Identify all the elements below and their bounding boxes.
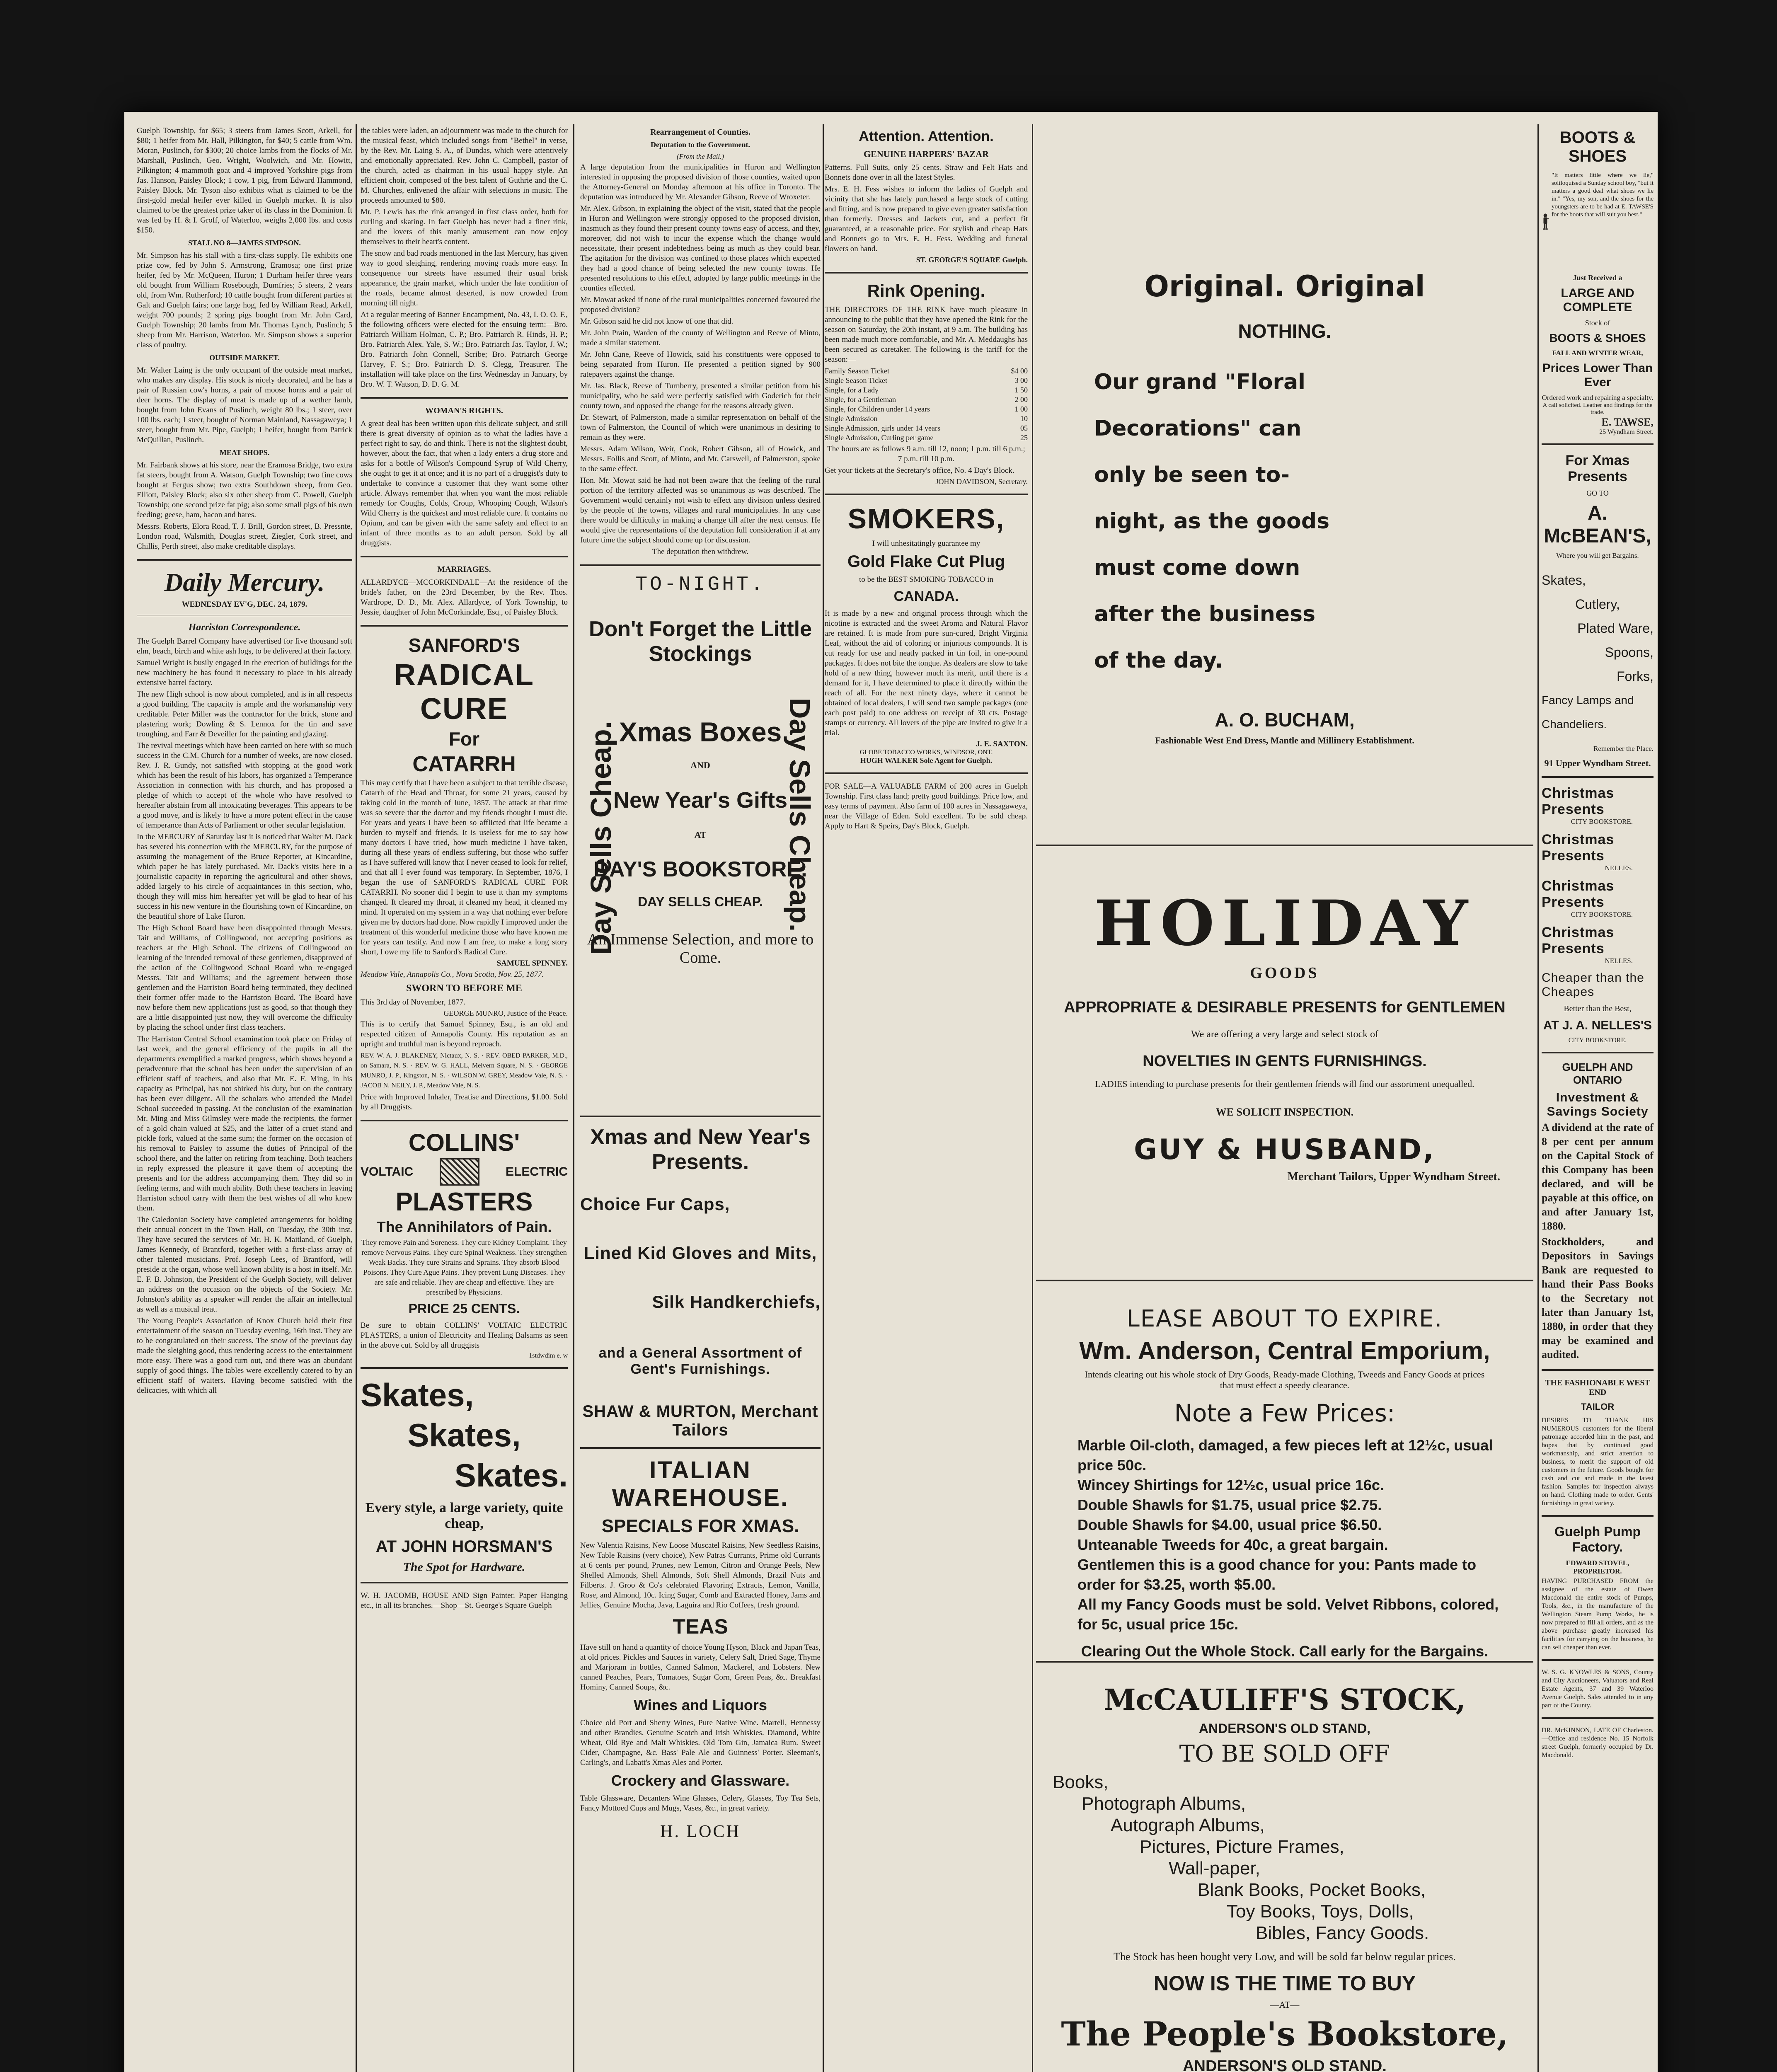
- ad-text: W. H. JACOMB, HOUSE AND Sign Painter. Paper Hanging etc., in all its branches.—Shop—St. George's Square Guelph: [361, 1591, 568, 1610]
- ad-heading: NOVELTIES IN GENTS FURNISHINGS.: [1143, 1053, 1427, 1070]
- article-text: Mr. Jas. Black, Reeve of Turnberry, presented a similar petition from his municipality, who he said were perfectly satisfied with Goderich for their county town, and opposed the change for the reasons already given.: [580, 382, 821, 410]
- article-text: Messrs. Roberts, Elora Road, T. J. Brill, Gordon street, B. Pressnte, London road, Walsmith, Douglas street, Ziegler, Cork street, and Chillis, Perth street, also make creditable displays.: [137, 522, 352, 551]
- column-1: [137, 124, 352, 1397]
- ad-title: Attention. Attention.: [859, 128, 994, 144]
- ad-title: BOOTS & SHOES: [1549, 332, 1646, 344]
- bandage-icon: [440, 1158, 479, 1186]
- ad-item: Silk Handkerchiefs,: [652, 1292, 821, 1312]
- column-rule: [356, 124, 357, 2072]
- tariff-row: [825, 385, 1028, 395]
- mcbean-item: Skates,: [1542, 573, 1586, 588]
- ad-row: [361, 1158, 568, 1186]
- bucham-ad: [1036, 124, 1533, 837]
- ad-text: —AT—: [1270, 1999, 1300, 2010]
- tariff-item: Single, for Children under 14 years: [825, 405, 930, 413]
- ad-text: W. S. G. KNOWLES & SONS, County and City Auctioneers, Valuators and Real Estate Agents, 37 and 39 Waterloo Avenue Guelph. Sales attended to in any part of the County.: [1542, 1669, 1654, 1709]
- ad-vertical-text: Day Sells Cheap.: [784, 698, 816, 932]
- tariff-item: Single, for a Lady: [825, 386, 879, 394]
- divider: [1036, 1280, 1533, 1281]
- days-bookstore-ad: [580, 574, 821, 1108]
- ad-text: Remember the Place.: [1593, 745, 1654, 753]
- ad-text: CITY BOOKSTORE.: [1571, 818, 1633, 825]
- ad-title: The People's Bookstore,: [1061, 2014, 1508, 2053]
- column-rule: [823, 124, 824, 2072]
- column-4: [825, 124, 1028, 833]
- ad-text: Stock of: [1585, 319, 1610, 327]
- ad-text: Meadow Vale, Annapolis Co., Nova Scotia, Nov. 25, 1877.: [361, 970, 544, 979]
- ad-title: COLLINS': [408, 1129, 520, 1156]
- article-subheading: Deputation to the Government.: [651, 140, 750, 149]
- peoples-bookstore-ad: [1036, 1670, 1533, 2072]
- ad-text: Stockholders, and Depositors in Savings Bank are requested to hand their Pass Books to the Secretary not later than January 1st, 1880, in order that they may be examined and audited.: [1542, 1236, 1654, 1360]
- divider: [137, 559, 352, 561]
- ad-title: NOTHING.: [1238, 320, 1332, 342]
- article-text: Mr. Gibson said he did not know of one that did.: [580, 317, 734, 326]
- column-5: [1036, 124, 1533, 2072]
- ad-title: For Xmas Presents: [1565, 453, 1630, 484]
- tariff-price: $4 00: [1011, 367, 1028, 375]
- ad-title: Xmas Boxes: [619, 716, 782, 747]
- ad-text: AT: [694, 830, 707, 840]
- ad-heading: Crockery and Glassware.: [611, 1772, 790, 1789]
- italian-warehouse-ad: [580, 1456, 821, 1842]
- ad-item: and a General Assortment of Gent's Furnishings.: [598, 1345, 802, 1377]
- column-2: [361, 124, 568, 1612]
- article-text: The Harriston Central School examination took place on Friday of last week, and the general efficiency of the pupils in all the departments exemplified a marked progress, which shows beyond a peradventure that the school has been under the supervision of an efficient staff of teachers, and also that Mr. E. F. Ming, in his capacity as Principal, has not shirked his duty, but on the contrary has been ever diligent. All the scholars who attended the Model School succeeded in passing. At the conclusion of the examination Mr. Ming and Miss Gilmsley were made the recipients, the former of a gold chain valued at $25, and the latter of a cruet stand and pickle fork, valued at the same sum; the former on the occasion of his removal to Paisley to assume the duties of Principal of the school there, and the latter on retiring from teaching. Both teachers in reply expressed the pleasure it gave them of accepting the presents and for the address accompanying them. They did so in feeling terms, and with much ability. Both these teachers in leaving Harriston school carry with them the best wishes of all who knew them.: [137, 1035, 352, 1213]
- article-text: Samuel Wright is busily engaged in the erection of buildings for the new machinery he has found it necessary to place in his already extensive barrel factory.: [137, 658, 352, 687]
- divider: [1542, 1052, 1654, 1053]
- section-heading: MEAT SHOPS.: [219, 448, 270, 457]
- mcbean-items: [1542, 568, 1654, 736]
- ad-item: Lined Kid Gloves and Mits,: [583, 1243, 817, 1263]
- book-item: Blank Books, Pocket Books,: [1198, 1880, 1426, 1900]
- ad-title: Prices Lower Than Ever: [1542, 361, 1653, 389]
- tariff-item: Family Season Ticket: [825, 367, 890, 375]
- mcbean-item: Cutlery,: [1575, 597, 1620, 612]
- ad-heading: Note a Few Prices:: [1174, 1399, 1395, 1427]
- divider: [1036, 845, 1533, 846]
- ad-title: SANFORD'S: [408, 634, 520, 656]
- ad-signature: A. O. BUCHAM,: [1215, 709, 1355, 731]
- ad-title: PLASTERS: [395, 1188, 533, 1216]
- ad-text: Table Glassware, Decanters Wine Glasses, Celery, Glasses, Toy Tea Sets, Fancy Mottoed Cups and Mugs, Vases, &c., in great variety.: [580, 1794, 821, 1813]
- book-item: Autograph Albums,: [1111, 1815, 1265, 1835]
- tariff-price: 10: [1020, 414, 1028, 423]
- ad-title: Don't Forget the Little Stockings: [588, 617, 812, 666]
- divider: [361, 397, 568, 399]
- tariff-row: [825, 433, 1028, 443]
- shaw-murton-ad: [580, 1125, 821, 1440]
- article-text: The Young People's Association of Knox Church held their first entertainment of the season on Tuesday evening, 16th inst. They are to be congratulated on their success. The snow of the previous day made the sleighing good, thus rendering access to the entertainment more easy. There was a good turn out, and there was an abundant supply of good things. The tables were excellently catered to by an efficient staff of waiters. Having become satisfied with the delicacies, with which all: [137, 1317, 352, 1395]
- divider: [1542, 1659, 1654, 1661]
- article-text: The High School Board have been disappointed through Messrs. Tait and Williams, of Collingwood, not accepting positions as teachers at the High School. The citizens of Collingwood on learning of the intended removal of these gentlemen, disapproved of the action of the Collingwood School Board who re-engaged Messrs. Tait and Williams; and the agreement between those gentlemen and the Harriston Board being terminated, they declined their former offer made to the Harriston Board. The Board have now before them new applications just as good, so that though they are a little disappointed just now, they will overcome the difficulty by placing the school under first class teachers.: [137, 924, 352, 1032]
- book-item: Wall-paper,: [1169, 1858, 1260, 1878]
- article-text: Mr. Mowat asked if none of the rural municipalities concerned favoured the proposed division?: [580, 295, 821, 314]
- article-text: The Caledonian Society have completed arrangements for holding their annual concert in the Town Hall, on Tuesday, the 30th inst. They have secured the services of Mr. H. K. Maitland, of Guelph, James Kennedy, of Brantford, together with a first-class array of other talented musicians. Prof. Joseph Lees, of Brantford, will preside at the organ, whose well known ability is a host in itself. Mr. E. F. B. Johnston, the President of the Guelph Society, will deliver an address on the occasion on the objects of the Society. Mr. Johnston's ability as a speaker will render the affair an intellectual as well as a musical treat.: [137, 1215, 352, 1314]
- ad-title: The Annihilators of Pain.: [376, 1218, 552, 1235]
- column-rule: [573, 124, 574, 2072]
- ad-title: For: [448, 728, 480, 750]
- mcbean-item: Fancy Lamps and Chandeliers.: [1542, 694, 1634, 731]
- article-text: Mr. John Prain, Warden of the county of Wellington and Reeve of Minto, made a similar statement.: [580, 329, 821, 347]
- tariff-row: [825, 414, 1028, 424]
- divider: [361, 1367, 568, 1369]
- ad-text: It is made by a new and original process through which the nicotine is extracted and the sweet Aroma and Natural Flavor are retained. It is made from pure sun-cured, Bright Virginia Leaf, without the aid of coloring or injurious compounds. It is cut ready for use and neatly packed in tin foil, in one-pound packages. It does not bite the tongue. As dealers are slow to take hold of a new thing, however much its merit, until there is a demand for it, I have determined to place it directly within the reach of all. For the next ninety days, where it cannot be obtained of local dealers, I will send two sample packages (one each post paid) to one address on receipt of 30 cts. Postage stamps or currency. All lovers of the pipe are invited to give it a trial.: [825, 609, 1028, 737]
- ad-address: 25 Wyndham Street.: [1599, 428, 1654, 436]
- ad-text: DR. McKINNON, LATE OF Charleston.—Office and residence No. 15 Norfolk street Guelph, formerly occupied by Dr. Macdonald.: [1542, 1727, 1654, 1759]
- book-item: Photograph Albums,: [1082, 1794, 1246, 1814]
- ad-title: CANADA.: [893, 588, 959, 604]
- article-text: The snow and bad roads mentioned in the last Mercury, has given way to good sleighing, rendering moving roads more easy. In consequence our streets have assumed their usual brisk appearance, the grain market, which under the late condition of the roads, became almost deserted, is now crowded from morning till night.: [361, 249, 568, 307]
- section-heading: OUTSIDE MARKET.: [209, 353, 280, 362]
- book-item: Toy Books, Toys, Dolls,: [1227, 1901, 1414, 1922]
- ad-signature: GEORGE MUNRO, Justice of the Peace.: [443, 1009, 568, 1017]
- ad-title: TAILOR: [1581, 1402, 1615, 1412]
- ad-title: New Year's Gifts: [613, 788, 788, 813]
- ad-title: THE FASHIONABLE WEST END: [1545, 1378, 1650, 1397]
- section-heading: MARRIAGES.: [437, 565, 491, 574]
- ad-title: Christmas Presents: [1542, 832, 1615, 864]
- tariff-row: [825, 395, 1028, 404]
- ad-line: night, as the goods: [1094, 509, 1330, 534]
- tariff-row: [825, 366, 1028, 376]
- ad-item: Choice Fur Caps,: [580, 1194, 730, 1214]
- ad-heading: Wines and Liquors: [634, 1697, 767, 1714]
- article-text: Hon. Mr. Mowat said he had not been aware that the feeling of the rural portion of the territory affected was so unanimous as was described. The Government would certainly not wish to effect any division unless desired by the people of the towns, villages and rural municipalities. In any case there would be difficulty in making a change till after the next census. He would give the representations of the deputation full consideration if at any future time the subject should come up for discussion.: [580, 476, 821, 545]
- ad-text: AND: [690, 760, 710, 770]
- horsman-ad: [361, 1376, 568, 1574]
- divider: [361, 556, 568, 557]
- ad-title: Cheaper than the Cheapes: [1542, 971, 1644, 999]
- divider: [580, 1116, 821, 1117]
- ad-text: THE DIRECTORS OF THE RINK have much pleasure in announcing to the public that they have opened the Rink for the season on Saturday, the 20th instant, at 9 a.m. The building has been made much more comfortable, and Mr. A. Meddaughs has been secured as caretaker. The following is the tariff for the season:—: [825, 305, 1028, 364]
- ad-title: Xmas and New Year's Presents.: [590, 1125, 811, 1174]
- divider: [1542, 776, 1654, 778]
- ad-text: WE SOLICIT INSPECTION.: [1215, 1106, 1354, 1118]
- ad-text: A call solicited. Leather and findings for the trade.: [1542, 402, 1653, 416]
- ad-line: after the business: [1094, 602, 1316, 627]
- article-text: Mr. John Cane, Reeve of Howick, said his constituents were opposed to being separated from Huron. He presented a petition signed by 900 ratepayers against the change.: [580, 350, 821, 379]
- article-text: The deputation then withdrew.: [652, 547, 748, 556]
- ad-subtitle: GOODS: [1250, 964, 1319, 982]
- ad-heading: GENUINE HARPERS' BAZAR: [864, 149, 989, 159]
- ad-code: 1stdwdim e. w: [529, 1352, 568, 1359]
- ad-line: Our grand "Floral: [1094, 370, 1305, 395]
- section-heading: STALL NO 8—JAMES SIMPSON.: [188, 239, 301, 247]
- tariff-item: Single Admission: [825, 414, 878, 423]
- ad-text: to be the BEST SMOKING TOBACCO in: [859, 575, 994, 584]
- book-item: Bibles, Fancy Goods.: [1256, 1923, 1429, 1943]
- ad-signature: E. TAWSE,: [1601, 416, 1654, 428]
- tariff-price: 3 00: [1014, 376, 1028, 385]
- tariff-item: Single, for a Gentleman: [825, 395, 896, 404]
- ad-text: Have still on hand a quantity of choice Young Hyson, Black and Japan Teas, at old prices. Pickles and Sauces in variety, Celery Salt, Dried Sage, Thyme and Marjoram in bottles, Canned Salmon, Mackerel, and Lobsters. New canned Peaches, Pears, Tomatoes, Sugar Corn, Green Peas, &c. Breakfast Hominy, Canned Soups, &c.: [580, 1643, 821, 1692]
- ad-text: Every style, a large variety, quite cheap,: [365, 1500, 563, 1531]
- collins-ad: [361, 1129, 568, 1360]
- ad-title: LARGE AND COMPLETE: [1561, 286, 1634, 314]
- ad-title: CATARRH: [412, 752, 516, 776]
- ad-text: CITY BOOKSTORE.: [1568, 1037, 1627, 1044]
- article-text: Mr. Alex. Gibson, in explaining the object of the visit, stated that the people in Huron and Wellington were strongly opposed to the proposed division, inasmuch as they found their present county towns easy of access, and they, moreover, did not wish to incur the expense which the change would necessitate, their present indebtedness being as much as they could bear. The agitation for the division was confined to those places which expected they had a good chance of being selected the new county towns. He presented resolutions to this effect, adopted by large public meetings in the counties effected.: [580, 204, 821, 293]
- ad-text: CITY BOOKSTORE.: [1571, 910, 1633, 918]
- article-text: Messrs. Adam Wilson, Weir, Cook, Robert Gibson, all of Howick, and Messrs. Follis and Scott, of Minto, and Mr. Carswell, of Palmerston, spoke to the same effect.: [580, 445, 821, 473]
- ad-signature: JOHN DAVIDSON, Secretary.: [935, 477, 1028, 486]
- column-6: [1542, 124, 1654, 1761]
- ad-word: ELECTRIC: [506, 1165, 568, 1179]
- ad-text: LADIES intending to purchase presents for their gentlemen friends will find our assortment unequalled.: [1095, 1079, 1474, 1089]
- article-text: At a regular meeting of Banner Encampment, No. 43, I. O. O. F., the following officers were elected for the ensuing term:—Bro. Patriarch William Holman, C. P.; Bro. Patriarch R. Hinds, H. P.; Bro. Patriarch Alex. Yale, S. W.; Bro. Patriarch Jas. Taylor, J. W.; Bro. Patriarch John Connell, Scribe; Bro. Patriarch George Harvey, F. S.; Bro. Patriarch D. S. Clegg, Treasurer. The installation will take place on the first Wednesday in January, by Bro. W. T. Watson, D. D. G. M.: [361, 310, 568, 389]
- ad-title: Skates.: [454, 1457, 568, 1493]
- ad-line: Decorations" can: [1094, 416, 1302, 441]
- price-item: Wincey Shirtings for 12½c, usual price 16c.: [1077, 1477, 1384, 1493]
- ad-text: NELLES.: [1605, 957, 1633, 965]
- ad-heading: TEAS: [673, 1615, 728, 1638]
- tariff-price: 2 00: [1014, 395, 1028, 404]
- ad-subtitle: EDWARD STOVEL, PROPRIETOR.: [1566, 1559, 1629, 1575]
- ad-title: BOOTS & SHOES: [1559, 128, 1636, 165]
- ad-signature: H. LOCH: [660, 1822, 741, 1841]
- mcbean-item: Plated Ware,: [1577, 621, 1654, 636]
- ad-signature: SAMUEL SPINNEY.: [496, 959, 568, 968]
- divider: [361, 1120, 568, 1121]
- article-text: The Guelph Barrel Company have advertised for five thousand soft elm, beach, birch and white ash logs, to be delivered at their factory.: [137, 637, 352, 656]
- price-item: Unteanable Tweeds for 40c, a great bargain.: [1077, 1536, 1388, 1553]
- mcbean-item: Forks,: [1617, 669, 1654, 684]
- ad-title: Skates,: [407, 1417, 521, 1453]
- column-rule: [1032, 124, 1033, 2072]
- ad-text: I will unhesitatingly guarantee my: [872, 539, 980, 548]
- ad-title: Christmas Presents: [1542, 878, 1615, 910]
- ad-title: DAY'S BOOKSTORE.: [593, 857, 807, 881]
- ad-title: Original. Original: [1144, 269, 1425, 303]
- ad-text: A dividend at the rate of 8 per cent per annum on the Capital Stock of this Company has been declared, and will be payable at this office, on and after January 1st, 1880.: [1542, 1121, 1654, 1232]
- ad-title: Gold Flake Cut Plug: [847, 552, 1005, 571]
- ad-heading: APPROPRIATE & DESIRABLE PRESENTS for GENTLEMEN: [1064, 999, 1506, 1016]
- ad-text: "It matters little where we lie," soliloquised a Sunday school boy, "but it matters a good deal what shoes we lie in." "Yes, my son, and the shoes for the youngsters are to be had at E. TAWSE'S for the boots that will suit you best.": [1551, 172, 1654, 218]
- price-item: All my Fancy Goods must be sold. Velvet Ribbons, colored, for 5c, usual price 15c.: [1077, 1596, 1499, 1633]
- ad-text: Choice old Port and Sherry Wines, Pure Native Wine. Martell, Hennessy and other Brandies. Genuine Scotch and Irish Whiskies. Diamond, White Wheat, Old Rye and Malt Whiskies. Old Tom Gin, Jamaica Rum. Sweet Cider, Champagne, &c. Bass' Pale Ale and Guinness' Porter. Sleeman's, Carling's, and Labatt's Xmas Ales and Porter.: [580, 1719, 821, 1767]
- sanford-ad: [361, 634, 568, 1112]
- tariff-price: 1 50: [1014, 386, 1028, 394]
- ad-text: The Stock has been bought very Low, and will be sold far below regular prices.: [1114, 1951, 1456, 1963]
- article-text: Mr. Fairbank shows at his store, near the Eramosa Bridge, two extra fat steers, bought from A. Watson, Guelph Township; two fine cows bought at Fergus show; two extra Southdown sheep, from Geo. Elliott, Paisley Block; also six other sheep from C. Powell, Guelph Township; one second prize fat pig; also some small pigs of his own feeding; geese, ham, bacon and hares.: [137, 461, 352, 519]
- ad-address: ST. GEORGE'S SQUARE Guelph.: [916, 256, 1028, 264]
- divider: [1542, 1515, 1654, 1517]
- ad-title: TO BE SOLD OFF: [1179, 1740, 1390, 1767]
- ad-text: Get your tickets at the Secretary's office, No. 4 Day's Block.: [825, 466, 1014, 475]
- ad-title: ITALIAN WAREHOUSE.: [612, 1457, 789, 1511]
- ad-text: Where you will get Bargains.: [1556, 552, 1639, 559]
- ad-subtitle: ANDERSON'S OLD STAND,: [1198, 1721, 1371, 1736]
- ad-subtitle: The Spot for Hardware.: [403, 1560, 525, 1574]
- book-item: Pictures, Picture Frames,: [1140, 1837, 1344, 1857]
- ad-text: Ordered work and repairing a specialty.: [1542, 394, 1654, 402]
- ad-title: Rink Opening.: [867, 281, 985, 300]
- tariff-item: Single Admission, girls under 14 years: [825, 424, 940, 432]
- ad-subtitle: DAY SELLS CHEAP.: [638, 894, 763, 909]
- ad-text: An Immense Selection, and more to Come.: [587, 931, 814, 966]
- ad-title: A. McBEAN'S,: [1544, 502, 1651, 547]
- ad-subtitle: ANDERSON'S OLD STAND.: [1183, 2057, 1387, 2072]
- anderson-ad: [1036, 1289, 1533, 1660]
- article-text: The new High school is now about completed, and is in all respects a good building. The capacity is ample and the workmanship very creditable. Peter Miller was the contractor for the brick, stone and plastering work; Dowling & S. Lennox for the tin and save troughing, and Farr & Deveiller for the painting and glazing.: [137, 690, 352, 738]
- ad-price: PRICE 25 CENTS.: [408, 1301, 520, 1316]
- ad-line: only be seen to-: [1094, 462, 1290, 487]
- ad-title: McCAULIFF'S STOCK,: [1104, 1682, 1466, 1717]
- ad-text: Just Received a: [1573, 274, 1622, 282]
- newspaper-page: [124, 112, 1658, 2072]
- ad-row: [1542, 170, 1654, 274]
- divider: [580, 564, 821, 566]
- ad-text: This may certify that I have been a subject to that terrible disease, Catarrh of the Head and Throat, for some 21 years, caused by taking cold in the month of June, 1857. The attack at that time was so severe that the doctor and my friends thought I must die. For years and years I have been so afflicted that life became a burden to myself and friends. It is useless for me to say how many doctors I have tried, how much medicine I have taken, during all these years of endless suffering, but those who suffer as I have suffered will know that I never ceased to look for relief, and that all I ever found was temporary. In September, 1876, I began the use of SANFORD'S RADICAL CURE FOR CATARRH. No sooner did I begin to use it than my symptoms changed. It cleared my throat, it cleaned my head, it cleaned my mind. It operated on my system in a way that nothing ever before given me by doctors had done. Now rapidly I improved under the treatment of this wonderful medicine those who have known me for years can testify. And now I am free, to make a long story short, I owe my life to Sanford's Radical Cure.: [361, 779, 568, 956]
- price-list: [1053, 1435, 1517, 1634]
- price-item: Gentlemen this is a good chance for you: Pants made to order for $3.25, worth $5.00.: [1077, 1556, 1477, 1593]
- ad-address: 91 Upper Wyndham Street.: [1544, 758, 1651, 768]
- price-item: Marble Oil-cloth, damaged, a few pieces left at 12½c, usual price 50c.: [1077, 1437, 1493, 1474]
- divider: [1036, 1661, 1533, 1663]
- tariff-item: Single Season Ticket: [825, 376, 888, 385]
- ad-line: of the day.: [1094, 648, 1223, 673]
- article-heading: Rearrangement of Counties.: [650, 128, 751, 137]
- ad-title: LEASE ABOUT TO EXPIRE.: [1126, 1305, 1443, 1332]
- article-text: Guelph Township, for $65; 3 steers from James Scott, Arkell, for $80; 1 heifer from Mr. Hall, Pilkington, for $40; 5 cattle from Wm. Moran, Puslinch, for $300; 20 choice lambs from the flocks of Mr. Marshall, Puslinch, Geo. Wright, Woolwich, and Mr. Howitt, Pilkington; 4 mammoth goat and 4 improved Yorkshire pigs from Jas. Hanson, Paisley Block; 1 cow, 1 pig, from Edward Hammond, Paisley Block. Mr. Tyson also exhibits what is claimed to be the first-gold medal heifer ever killed in Guelph market. It is also claimed to be the greatest prize taker of its class in the Dominion. It was fed by H. & I. Groff, of Waterloo, weighs 2,000 lbs. and costs $150.: [137, 126, 352, 235]
- article-text: In the MERCURY of Saturday last it is noticed that Walter M. Dack has severed his connection with the MERCURY, for the purpose of assuming the management of the Bruce Reporter, at Kincardine, which paper he has lately purchased. Mr. Dack's visits here in a journalistic capacity in reporting the agricultural and other shows, added largely to his circle of acquaintances in this section, who, though they will miss him hereafter yet will be glad to hear of his success in his new venture in the flourishing town of Kincardine, on the beautiful shore of Lake Huron.: [137, 833, 352, 921]
- tariff-item: Single Admission, Curling per game: [825, 433, 934, 442]
- article-text: The revival meetings which have been carried on here with so much success in the C.M. Church for a number of weeks, are now closed. Rev. J. R. Gundy, not satisfied with stopping at the good work which has been the result of his labors, has organized a Temperance Association in connection with his church, and has proposed a pledge of which to accept of the whole who have resolved to hereafter abstain from all intoxicating beverages. This appears to be a good move, and is likely to have a more potent effect in the cause of temperance than Acts of Parliament or other secular legislation.: [137, 741, 352, 830]
- ad-text: Better than the Best,: [1564, 1004, 1632, 1013]
- ad-text: This 3rd day of November, 1877.: [361, 998, 466, 1007]
- ad-text: New Valentia Raisins, New Loose Muscatel Raisins, New Seedless Raisins, New Table Raisins (very choice), New Patras Currants, Prime old Currants at 6 cents per pound, Prunes, new Lemon, Citron and Orange Peels, New Shelled Almonds, Shell Almonds, Soft Shell Almonds, Brazil Nuts and Filberts. J. Groo & Co's celebrated Flavoring Extracts, Lemon, Vanilla, Rose, and Almond, 10c. Icing Sugar, Comb and Extracted Honey, Jams and Jellies, Genuine Mocha, Java, Laguira and Rio Coffees, fresh ground.: [580, 1541, 821, 1610]
- ad-title: Skates,: [361, 1377, 474, 1413]
- ad-subtitle: SPECIALS FOR XMAS.: [601, 1516, 799, 1536]
- ad-heading: SWORN TO BEFORE ME: [406, 983, 522, 994]
- ad-title: RADICAL CURE: [394, 658, 534, 726]
- ad-text: NELLES.: [1605, 864, 1633, 872]
- tariff-price: 1 00: [1014, 405, 1028, 413]
- ad-text: GO TO: [1586, 489, 1609, 497]
- divider: [1542, 1717, 1654, 1719]
- ad-subtitle: Merchant Tailors, Upper Wyndham Street.: [1287, 1170, 1500, 1183]
- ad-text: This is to certify that Samuel Spinney, Esq., is an old and respected citizen of Annapolis County. His reputation as an upright and truthful man is beyond reproach.: [361, 1020, 568, 1048]
- ad-text: Be sure to obtain COLLINS' VOLTAIC ELECTRIC PLASTERS, a union of Electricity and Healing Balsams as seen in the above cut. Sold by all druggists: [361, 1321, 568, 1350]
- ad-text: They remove Pain and Soreness. They cure Kidney Complaint. They remove Nervous Pains. They cure Spinal Weakness. They strengthen Weak Backs. They cure Strains and Sprains. They absorb Blood Poisons. They Cure Ague Pains. They prevent Lung Diseases. They are safe and reliable. They are cheap and effective. They are prescribed by Physicians.: [361, 1238, 567, 1296]
- ad-title: TO-NIGHT.: [635, 574, 765, 596]
- ad-title: NOW IS THE TIME TO BUY: [1153, 1972, 1416, 1995]
- tariff-price: 05: [1020, 424, 1028, 432]
- ad-line: must come down: [1094, 555, 1300, 580]
- article-heading: Harriston Correspondence.: [188, 622, 301, 633]
- ad-text: HAVING PURCHASED FROM the assignee of the estate of Owen Macdonald the entire stock of Pumps, Tools, &c., in the manufacture of the Wellington Steam Pump Works, he is now prepared to fill all orders, and as the above purchase greatly increased his facilities for carrying on the business, he can sell cheaper than ever.: [1542, 1578, 1654, 1651]
- divider: [1542, 443, 1654, 445]
- article-text: A great deal has been written upon this delicate subject, and still there is great diversity of opinion as to what the ladies have a perfect right to say, do and think. There is not the slightest doubt, however, about the fact, that when a lady enters a drug store and asks for a bottle of Wilson's Compound Syrup of Wild Cherry, she ought to get it at once; and it is no part of a druggist's duty to undertake to convince a customer that they want some other article. Always remember that when you want the most reliable remedy for Coughs, Colds, Croup, Whooping Cough, Wilson's Wild Cherry is the quickest and most reliable cure. It contains no Opium, and can be given with the same safety and effect to an infant of three months as to an adult person. Sold by all druggists.: [361, 419, 568, 547]
- mcbean-item: Spoons,: [1605, 645, 1654, 660]
- divider: [361, 625, 568, 627]
- ad-body: [1094, 359, 1475, 684]
- boy-illustration-icon: [1542, 174, 1549, 269]
- divider: [361, 1582, 568, 1583]
- ad-title: GUELPH AND ONTARIO: [1562, 1061, 1633, 1086]
- price-item: Double Shawls for $4.00, usual price $6.50.: [1077, 1516, 1382, 1533]
- ad-text: REV. W. A. J. BLAKENEY, Nictaux, N. S. · REV. OBED PARKER, M.D., on Samara, N. S. · REV. W. G. HALL, Melvern Square, N. S. · GEORGE MUNRO, J. P., Kingston, N. S. · WILSON W. GREY, Meadow Vale, N. S. · JACOB N. NEILY, J. P., Meadow Vale, N. S.: [361, 1052, 568, 1089]
- article-text: ALLARDYCE—MCCORKINDALE—At the residence of the bride's father, on the 23rd December, by the Rev. Thos. Wardrope, D. D., Mr. Alex. Allardyce, of York Township, to Jessie, daughter of John McCorkindale, Esq., of Paisley Block.: [361, 578, 568, 617]
- ad-title: AT JOHN HORSMAN'S: [375, 1537, 553, 1556]
- ad-text: We are offering a very large and select stock of: [1191, 1029, 1379, 1040]
- ad-agent: HUGH WALKER Sole Agent for Guelph.: [860, 756, 993, 765]
- article-text: the tables were laden, an adjournment was made to the church for the musical feast, which included songs from "Bethel" in verse, by the Rev. Mr. Laing S. A., of Dundas, which were attentively and emotionally appreciated. Rev. John C. Campbell, pastor of the church, acted as chairman in his usual happy style. An efficient choir, composed of the best talent of Guthrie and the C. M. Churches, enlivened the affair with selections in music. The proceeds amounted to $80.: [361, 126, 568, 205]
- divider: [1542, 1369, 1654, 1371]
- section-heading: WOMAN'S RIGHTS.: [425, 406, 503, 415]
- ad-title: Investment & Savings Society: [1547, 1091, 1649, 1118]
- tariff-price: 25: [1020, 433, 1028, 442]
- ad-text: FOR SALE—A VALUABLE FARM of 200 acres in Guelph Township. First class land; pretty good buildings. Price low, and easy terms of payment. Also farm of 100 acres in Nassagaweya, near the Village of Eden. Sold excellent. To be sold cheap. Apply to Hart & Speirs, Day's Block, Guelph.: [825, 782, 1028, 830]
- ad-title: Wm. Anderson, Central Emporium,: [1079, 1337, 1490, 1365]
- ad-vertical-text: Day Sells Cheap.: [585, 721, 617, 955]
- divider: [580, 1447, 821, 1449]
- rink-tariff: [825, 366, 1028, 443]
- ad-title: SHAW & MURTON, Merchant Tailors: [582, 1402, 818, 1439]
- ad-address: GLOBE TOBACCO WORKS, WINDSOR, ONT.: [859, 749, 993, 756]
- tariff-row: [825, 404, 1028, 414]
- ad-text: Price with Improved Inhaler, Treatise and Directions, $1.00. Sold by all Druggists.: [361, 1093, 568, 1111]
- column-rule: [1537, 124, 1539, 2072]
- ad-title: GUY & HUSBAND,: [1134, 1133, 1436, 1166]
- ad-text: Mrs. E. H. Fess wishes to inform the ladies of Guelph and vicinity that she has lately purchased a large stock of cutting and fitting, and is now prepared to give even greater satisfaction than formerly. Dresses and Jackets cut, and a perfect fit guaranteed, at a reasonable price. For stylish and cheap Hats and Bonnets go to Mrs. E. H. Fess. Wedding and funeral flowers on hand.: [825, 185, 1028, 253]
- ad-title: Christmas Presents: [1542, 785, 1615, 817]
- ad-title: Guelph Pump Factory.: [1554, 1524, 1641, 1554]
- ad-signature: J. E. SAXTON.: [976, 740, 1028, 748]
- divider: [825, 772, 1028, 774]
- books-list: [1053, 1772, 1517, 1944]
- divider: [825, 494, 1028, 495]
- guy-husband-ad: [1036, 854, 1533, 1272]
- ad-title: Christmas Presents: [1542, 925, 1615, 956]
- masthead: Daily Mercury.: [164, 569, 325, 597]
- ad-subtitle: Fashionable West End Dress, Mantle and Millinery Establishment.: [1155, 735, 1414, 746]
- article-text: A large deputation from the municipalities in Huron and Wellington interested in opposing the proposed division of those counties, waited upon the Attorney-General on Monday afternoon at his office in Toronto. The deputation was introduced by Mr. Alexander Gibson, Reeve of Wroxeter.: [580, 163, 821, 201]
- ad-text: Patterns. Full Suits, only 25 cents. Straw and Felt Hats and Bonnets done over in all the latest Styles.: [825, 163, 1028, 182]
- ad-footer: Clearing Out the Whole Stock. Call early for the Bargains.: [1081, 1643, 1489, 1660]
- price-item: Double Shawls for $1.75, usual price $2.75.: [1077, 1496, 1382, 1513]
- tariff-row: [825, 376, 1028, 385]
- ad-text: DESIRES TO THANK HIS NUMEROUS customers for the liberal patronage accorded him in the past, and hopes that by continued good workmanship, and strict attention to business, to merit the support of old customers in the future. Goods bought for cash and cut and made in the latest fashion. Samples for inspection always on hand. Clothing made to order. Gents' furnishings in great variety.: [1542, 1417, 1654, 1507]
- ad-text: Intends clearing out his whole stock of Dry Goods, Ready-made Clothing, Tweeds and Fancy Goods at prices that must effect a speedy clearance.: [1085, 1369, 1485, 1390]
- ad-title: HOLIDAY: [1094, 887, 1476, 960]
- ad-title: AT J. A. NELLES'S: [1543, 1019, 1652, 1032]
- ad-title: SMOKERS,: [847, 503, 1005, 535]
- article-source: (From the Mail.): [676, 152, 724, 160]
- divider: [137, 615, 352, 616]
- column-3: [580, 124, 821, 1842]
- article-text: Mr. P. Lewis has the rink arranged in first class order, both for curling and skating. In fact Guelph has never had a finer rink, and the lovers of this manly amusement can now enjoy themselves to their heart's content.: [361, 208, 568, 246]
- ad-word: VOLTAIC: [361, 1165, 414, 1179]
- article-text: Dr. Stewart, of Palmerston, made a similar representation on behalf of the town of Palmerston, the Council of which were unanimous in desiring to remain as they were.: [580, 413, 821, 442]
- ad-text: The hours are as follows 9 a.m. till 12, noon; 1 p.m. till 6 p.m.; 7 p.m. till 10 p.m.: [827, 445, 1025, 463]
- article-text: Mr. Simpson has his stall with a first-class supply. He exhibits one prize cow, fed by John S. Armstrong, Eramosa; one first prize heifer, fed by Mr. McQueen, Huron; 1 Durham heifer three years old bought from William Rosebough, Dumfries; 5 steers, 2 years old, from Wm. Rutherford; 10 cattle bought from different parties at Galt and Guelph fairs; one large hog, fed by William Read, Arkell, weight 700 pounds; 2 spring pigs bought from Mr. John Card, Guelph Township; 20 lambs from Mr. Thomas Lynch, Puslinch; 5 sheep from Mr. Harrison, Waterloo. Mr. Simpson shows a superior class of poultry.: [137, 251, 352, 349]
- divider: [825, 272, 1028, 274]
- dateline: WEDNESDAY EV'G, DEC. 24, 1879.: [182, 600, 307, 609]
- tariff-row: [825, 424, 1028, 433]
- ad-text: FALL AND WINTER WEAR,: [1552, 349, 1643, 357]
- book-item: Books,: [1053, 1772, 1109, 1792]
- article-text: Mr. Walter Laing is the only occupant of the outside meat market, who makes any display. His stock is nicely decorated, and he has a pair of Russian cow's horns, a pair of moose horns and a pair of deer horns. The display of meat is made up of a wether lamb, bought from John Evans of Puslinch, weight 80 lbs.; 1 steer, over 100 lbs. each; 1 steer, bought of Norman Mainland, Nassagaweya; 1 steer, bought from Mr. Pipe, Guelph; 1 heifer, bought from Patrick McQuillan, Puslinch.: [137, 366, 352, 444]
